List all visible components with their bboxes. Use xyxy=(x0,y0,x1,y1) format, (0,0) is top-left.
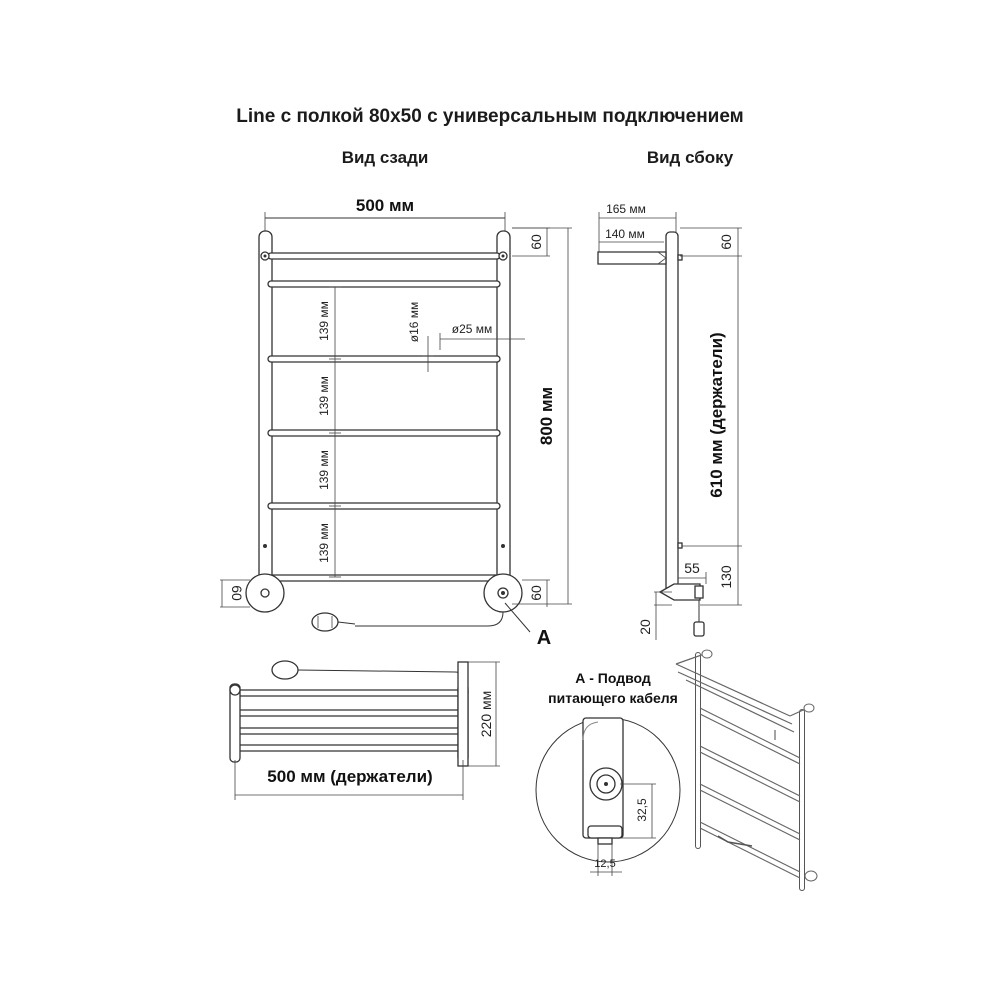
power-cable xyxy=(355,612,503,626)
crossbar xyxy=(268,253,500,259)
holders-label: 610 мм (держатели) xyxy=(707,332,726,498)
crossbar xyxy=(268,503,500,509)
side-bottom-height: 20 xyxy=(637,619,653,635)
side-bottom-offset: 130 xyxy=(718,565,734,589)
side-depth-inner: 140 мм xyxy=(605,227,645,241)
crossbar xyxy=(268,356,500,362)
crossbar xyxy=(268,281,500,287)
rear-bottom-right-offset: 60 xyxy=(528,585,544,601)
detail-caption-2: питающего кабеля xyxy=(548,690,678,706)
callout-a: A xyxy=(536,627,552,649)
side-bottom-depth: 55 xyxy=(684,560,700,576)
plug-icon xyxy=(312,613,338,631)
side-post xyxy=(666,232,678,592)
top-holders-label: 500 мм (держатели) xyxy=(267,767,433,786)
rear-bottom-left-offset: 60 xyxy=(229,585,245,601)
top-depth-label: 220 мм xyxy=(478,690,494,738)
spacing-label: 139 мм xyxy=(317,523,331,563)
top-view xyxy=(230,661,500,800)
rear-top-offset: 60 xyxy=(528,234,544,250)
height-label: 800 мм xyxy=(537,386,556,446)
spacing-label: 139 мм xyxy=(317,376,331,416)
side-plug-icon xyxy=(694,622,704,636)
diameter-small-label: ø16 мм xyxy=(407,301,421,343)
side-depth-outer: 165 мм xyxy=(606,202,646,216)
spacing-label: 139 мм xyxy=(317,450,331,490)
isometric-view xyxy=(676,650,817,888)
crossbar xyxy=(268,575,500,581)
diameter-large-label: ø25 мм xyxy=(451,322,493,336)
detail-a xyxy=(536,670,680,876)
side-view xyxy=(598,202,742,640)
detail-horizontal-dim: 12,5 xyxy=(594,858,616,870)
shelf-arm xyxy=(598,252,666,264)
drawing-title: Line с полкой 80х50 с универсальным подключением xyxy=(236,106,744,127)
spacing-label: 139 мм xyxy=(317,301,331,341)
top-left-holder xyxy=(230,684,240,762)
rear-view-title: Вид сзади xyxy=(341,148,429,167)
detail-caption-1: А - Подвод xyxy=(575,670,651,686)
side-view-title: Вид сбоку xyxy=(646,148,734,167)
crossbar xyxy=(268,430,500,436)
top-plug-icon xyxy=(272,661,298,679)
detail-vertical-dim: 32,5 xyxy=(635,798,649,822)
side-top-offset: 60 xyxy=(718,234,734,250)
rear-view xyxy=(220,196,572,649)
width-label: 500 мм xyxy=(355,196,415,215)
